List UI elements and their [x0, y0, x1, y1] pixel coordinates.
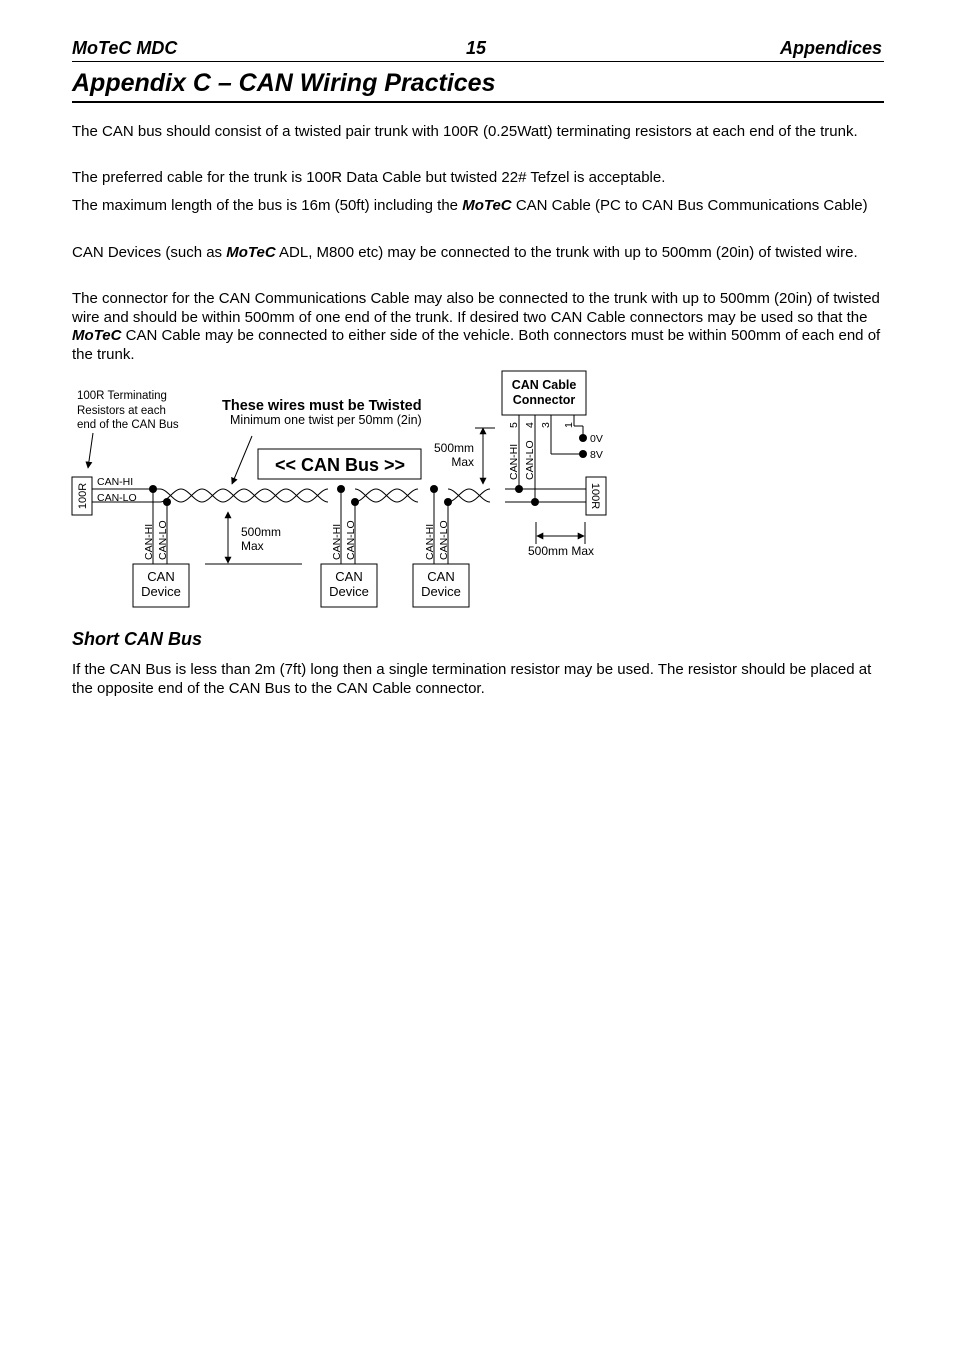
- right-resistor-label: 100R: [589, 482, 601, 510]
- pin-5: 5: [508, 422, 520, 428]
- device3-can-hi: CAN-HI: [424, 523, 436, 560]
- device1-can-lo: CAN-LO: [157, 520, 169, 560]
- brand-text: MoTeC: [72, 327, 122, 344]
- device2-can-hi: CAN-HI: [331, 523, 343, 560]
- connector-line2: Connector: [512, 393, 576, 407]
- junction-dot: [163, 498, 171, 506]
- twist-title: These wires must be Twisted: [222, 398, 422, 414]
- twist-subtitle: Minimum one twist per 50mm (2in): [230, 413, 422, 427]
- pin-0v-dot: [579, 434, 587, 442]
- junction-dot: [444, 498, 452, 506]
- connector-can-lo: CAN-LO: [524, 440, 536, 480]
- device1-line1: CAN: [147, 569, 175, 584]
- device1-can-hi: CAN-HI: [143, 523, 155, 560]
- header-doc-name: MoTeC MDC: [72, 38, 178, 58]
- twisted-trunk: [160, 489, 490, 502]
- junction-dot: [430, 485, 438, 493]
- pin-8v-label: 8V: [590, 449, 603, 461]
- brand-text: MoTeC: [226, 244, 276, 261]
- max-length-connector-line1: 500mm: [433, 441, 474, 455]
- twisted-wire: [448, 489, 490, 502]
- max-length-device-line1: 500mm: [241, 525, 282, 539]
- junction-dot: [351, 498, 359, 506]
- junction-dot: [515, 485, 523, 493]
- pin-0v-label: 0V: [590, 433, 603, 445]
- paragraph-length: The maximum length of the bus is 16m (50ft) including the MoTeC CAN Cable (PC to CAN Bus Communications Cable): [72, 197, 868, 214]
- can-bus-label: << CAN Bus >>: [274, 455, 406, 475]
- max-length-connector-line2: Max: [451, 455, 474, 469]
- paragraph-connector: The connector for the CAN Communications Cable may also be connected to the trunk with up to 500mm (20in) of twisted wire and should be within 500mm of one end of the trunk. If desired two CAN Cable connectors may be used so that the MoTeC CAN Cable may be connected to either side of the vehicle. Both connectors must be within 500mm of each end of the trunk.: [72, 290, 881, 363]
- page-title: Appendix C – CAN Wiring Practices: [72, 68, 884, 103]
- term-note-line2: Resistors at each: [77, 405, 166, 417]
- device3-can-lo: CAN-LO: [438, 520, 450, 560]
- pin-1: 1: [563, 422, 575, 428]
- twisted-wire: [448, 489, 490, 502]
- junction-dot: [149, 485, 157, 493]
- connector-line1: CAN Cable: [511, 378, 577, 392]
- left-resistor-label: 100R: [77, 482, 89, 510]
- section-heading-short-can-bus: Short CAN Bus: [72, 629, 202, 649]
- twisted-wire: [355, 489, 418, 502]
- connector-can-hi: CAN-HI: [508, 443, 520, 480]
- paragraph-devices: CAN Devices (such as MoTeC ADL, M800 etc) may be connected to the trunk with up to 500mm (20in) of twisted wire.: [72, 244, 858, 261]
- device3-line1: CAN: [427, 569, 455, 584]
- junction-dot: [337, 485, 345, 493]
- term-note-line1: 100R Terminating: [77, 390, 167, 402]
- trunk-can-hi: CAN-HI: [97, 476, 134, 488]
- pin-4: 4: [524, 422, 536, 428]
- paragraph-short-can-bus: If the CAN Bus is less than 2m (7ft) long then a single termination resistor may be used. The resistor should be placed at the opposite end of the CAN Bus to the CAN Cable connector.: [72, 661, 872, 697]
- paragraph-trunk: The CAN bus should consist of a twisted pair trunk with 100R (0.25Watt) terminating resistors at each end of the trunk.: [72, 123, 858, 140]
- paragraph-cable: The preferred cable for the trunk is 100R Data Cable but twisted 22# Tefzel is acceptable.: [72, 169, 666, 186]
- max-length-end: 500mm Max: [528, 544, 595, 558]
- device1-line2: Device: [141, 584, 181, 599]
- junction-dot: [531, 498, 539, 506]
- trunk-can-lo: CAN-LO: [97, 492, 137, 504]
- header-section: Appendices: [779, 38, 882, 58]
- pin-8v-dot: [579, 450, 587, 458]
- header-page-number: 15: [466, 38, 487, 58]
- max-length-device-line2: Max: [241, 539, 264, 553]
- device2-can-lo: CAN-LO: [345, 520, 357, 560]
- brand-text: MoTeC: [462, 197, 512, 214]
- term-note-line3: end of the CAN Bus: [77, 419, 179, 431]
- pin-3: 3: [540, 422, 552, 428]
- device2-line2: Device: [329, 584, 369, 599]
- device2-line1: CAN: [335, 569, 363, 584]
- device3-line2: Device: [421, 584, 461, 599]
